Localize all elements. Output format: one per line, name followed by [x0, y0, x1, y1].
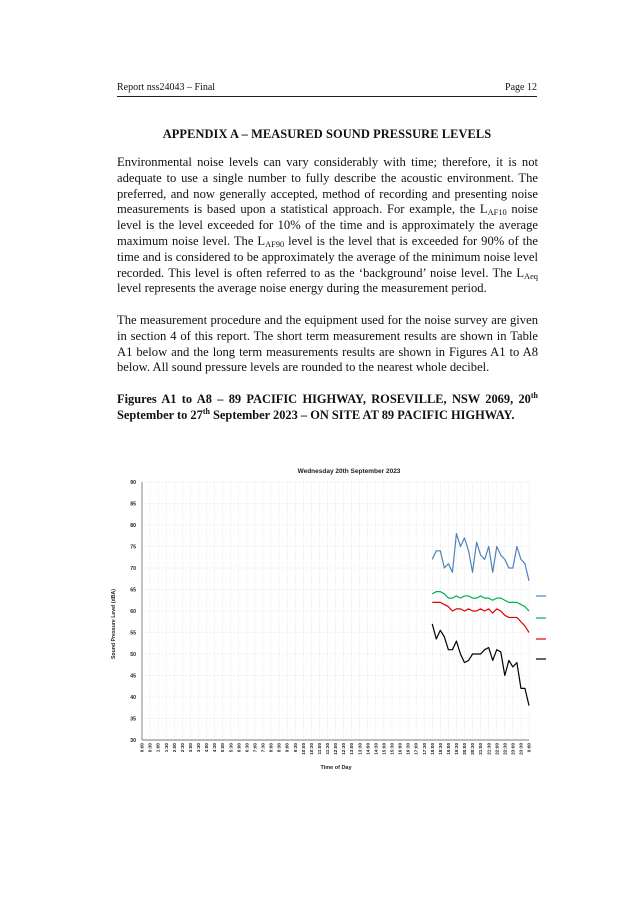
x-tick-label: 14:30 — [373, 743, 379, 755]
x-tick-label: 15:00 — [381, 743, 387, 755]
procedure-paragraph: The measurement procedure and the equipment used for the noise survey are given in section 4 of this report. The short term measurement results are shown in Table A1 below and the long term measurements results are shown in Figures A1 to A8 below. All sound pressure levels are rounded to the nearest whole decibel. — [117, 313, 538, 375]
chart-y-axis-label: Sound Pressure Level (dBA) — [111, 588, 117, 660]
y-tick-label: 85 — [130, 501, 136, 508]
x-tick-label: 22:00 — [494, 743, 500, 755]
x-tick-label: 7:30 — [260, 743, 266, 753]
x-tick-label: 8:30 — [276, 743, 282, 753]
x-tick-label: 12:30 — [341, 743, 347, 755]
y-tick-label: 30 — [130, 738, 136, 744]
y-tick-label: 75 — [130, 544, 136, 551]
x-tick-label: 13:00 — [349, 743, 355, 755]
intro-text-1: Environmental noise levels can vary considerably with time; therefore, it is not adequate to use a single number to fully describe the acoustic environment. The preferred, and now generally accepted, method of recording and presenting noise measurements is based upon a statistical approach. For example, the L — [117, 155, 538, 217]
x-tick-label: 3:00 — [187, 743, 193, 753]
y-tick-label: 50 — [130, 652, 136, 658]
x-tick-label: 10:30 — [308, 743, 314, 755]
page-number: Page 12 — [505, 82, 537, 93]
y-tick-label: 70 — [130, 566, 136, 572]
y-tick-label: 35 — [130, 716, 136, 723]
chart-legend — [536, 596, 546, 659]
x-tick-label: 5:30 — [228, 743, 234, 753]
sound-pressure-chart — [106, 462, 546, 777]
x-tick-label: 20:00 — [462, 743, 468, 755]
figure-title-1: Figures A1 to A8 – 89 PACIFIC HIGHWAY, ROSEVILLE, NSW 2069, 20 — [117, 392, 531, 406]
y-tick-label: 65 — [130, 587, 136, 594]
x-tick-label: 23:30 — [518, 743, 524, 755]
x-tick-label: 0:00 — [526, 743, 532, 753]
chart-title: Wednesday 20th September 2023 — [297, 468, 401, 475]
x-tick-label: 9:30 — [292, 743, 298, 753]
figure-title-sup-1: th — [530, 391, 538, 400]
figure-title — [117, 392, 538, 423]
x-tick-label: 19:00 — [445, 743, 451, 755]
x-tick-label: 6:00 — [236, 743, 242, 753]
x-tick-label: 17:30 — [421, 743, 427, 755]
x-tick-label: 6:30 — [244, 743, 250, 753]
x-tick-label: 18:00 — [429, 743, 435, 755]
report-number: Report nss24043 – Final — [117, 82, 216, 93]
x-tick-label: 4:00 — [204, 743, 210, 753]
x-tick-label: 11:00 — [316, 743, 322, 755]
y-tick-label: 55 — [130, 630, 136, 637]
subscript-aeq: Aeq — [524, 271, 538, 281]
y-tick-label: 80 — [130, 523, 136, 529]
x-tick-label: 23:00 — [510, 743, 516, 755]
x-tick-label: 2:00 — [171, 743, 177, 753]
x-tick-label: 7:00 — [252, 743, 258, 753]
x-tick-label: 1:00 — [155, 743, 161, 753]
x-tick-label: 0:30 — [147, 743, 153, 753]
x-tick-label: 5:00 — [220, 743, 226, 753]
y-tick-label: 60 — [130, 609, 136, 615]
figure-title-2: September to 27 — [117, 407, 203, 422]
x-tick-label: 11:30 — [325, 743, 331, 755]
x-tick-label: 9:00 — [284, 743, 290, 753]
x-tick-label: 13:30 — [357, 743, 363, 755]
intro-text-4: level represents the average noise energy during the measurement period. — [117, 281, 487, 296]
x-tick-label: 1:30 — [163, 743, 169, 753]
figure-title-3: September 2023 – ON SITE AT 89 PACIFIC HIGHWAY. — [209, 407, 515, 422]
x-tick-label: 8:00 — [268, 743, 274, 753]
x-tick-label: 17:00 — [413, 743, 419, 755]
appendix-title: APPENDIX A – MEASURED SOUND PRESSURE LEVELS — [162, 127, 492, 141]
chart-x-ticks — [140, 743, 532, 755]
y-tick-label: 40 — [130, 695, 136, 701]
y-tick-label: 90 — [130, 480, 136, 486]
x-tick-label: 12:00 — [333, 743, 339, 755]
x-tick-label: 16:00 — [397, 743, 403, 755]
x-tick-label: 2:30 — [179, 743, 185, 753]
intro-paragraph — [117, 155, 538, 297]
figure-title-sup-2: th — [202, 406, 210, 416]
x-tick-label: 22:30 — [502, 743, 508, 755]
intro-text-3: level is the level that is exceeded for 90% of the time and is considered to be approximately the average of the minimum noise level recorded. This level is often referred to as the ‘background’ noise level. The L — [117, 233, 538, 280]
x-tick-label: 0:00 — [139, 743, 145, 753]
x-tick-label: 21:30 — [486, 743, 492, 755]
x-tick-label: 10:00 — [300, 743, 306, 755]
intro-text-2: noise level is the level exceeded for 10% of the time and is approximately the average maximum noise level. The L — [117, 202, 538, 248]
x-tick-label: 21:00 — [478, 743, 484, 755]
subscript-af10: AF10 — [487, 208, 507, 218]
x-tick-label: 3:30 — [196, 743, 202, 753]
x-tick-label: 15:30 — [389, 743, 395, 755]
x-tick-label: 20:30 — [470, 743, 476, 755]
subscript-af90: AF90 — [265, 239, 285, 249]
chart-grid — [142, 482, 529, 740]
x-tick-label: 18:30 — [437, 743, 443, 755]
x-tick-label: 4:30 — [212, 743, 218, 753]
chart-y-ticks — [130, 480, 136, 744]
x-tick-label: 16:30 — [405, 743, 411, 755]
y-tick-label: 45 — [130, 673, 136, 680]
series-line-1 — [432, 592, 529, 611]
chart-x-axis-label: Time of Day — [320, 765, 352, 771]
page-header — [117, 82, 537, 97]
x-tick-label: 19:30 — [454, 743, 460, 755]
x-tick-label: 14:00 — [365, 743, 371, 755]
